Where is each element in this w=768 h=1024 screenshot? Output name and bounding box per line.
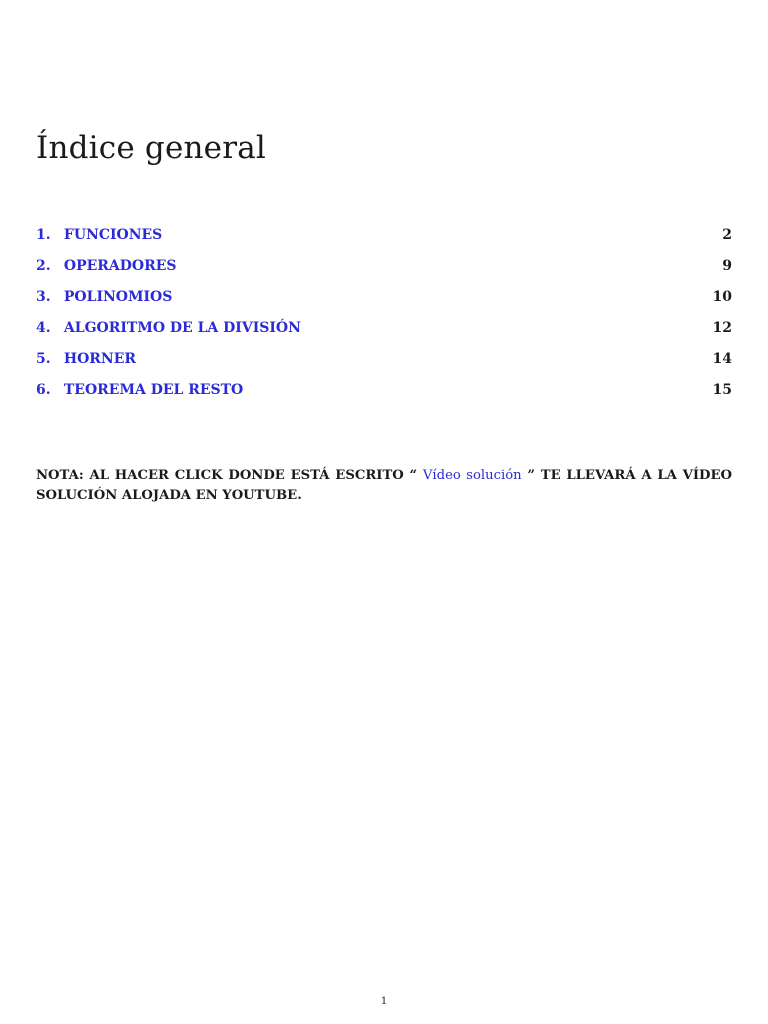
toc-item-number: 2. — [36, 258, 51, 274]
toc-item-label: ALGORITMO DE LA DIVISIÓN — [63, 320, 301, 336]
toc-item-number: 5. — [36, 351, 51, 367]
page-number: 1 — [380, 996, 388, 1007]
page-title: Índice general — [36, 130, 267, 166]
toc-item-funciones[interactable] — [36, 222, 732, 253]
toc-item-number: 4. — [36, 320, 51, 336]
toc-item-number: 1. — [36, 227, 51, 243]
toc-item-label: FUNCIONES — [63, 227, 163, 243]
toc-item-number: 6. — [36, 382, 51, 398]
toc-entry-link[interactable] — [36, 222, 162, 248]
toc-item-number: 3. — [36, 289, 51, 305]
toc-item-operadores[interactable] — [36, 253, 732, 284]
toc-entry-link[interactable] — [36, 253, 177, 279]
toc-item-page: 10 — [712, 289, 732, 305]
toc-item-polinomios[interactable] — [36, 284, 732, 315]
toc-item-page: 2 — [722, 227, 732, 243]
toc-entry-link[interactable] — [36, 346, 136, 372]
toc-item-label: POLINOMIOS — [63, 289, 173, 305]
toc-item-label: HORNER — [63, 351, 137, 367]
toc-item-label: OPERADORES — [63, 258, 177, 274]
toc-entry-link[interactable] — [36, 284, 172, 310]
youtube-note — [36, 466, 732, 506]
toc-item-horner[interactable] — [36, 346, 732, 377]
toc-item-label: TEOREMA DEL RESTO — [63, 382, 244, 398]
toc-entry-link[interactable] — [36, 315, 301, 341]
video-solution-link[interactable]: Vídeo solución — [422, 468, 522, 483]
toc-item-page: 14 — [712, 351, 732, 367]
toc-item-algoritmo-division[interactable] — [36, 315, 732, 346]
toc-item-teorema-resto[interactable] — [36, 377, 732, 408]
toc-item-page: 9 — [722, 258, 732, 274]
toc-entry-link[interactable] — [36, 377, 243, 403]
toc-item-page: 15 — [712, 382, 732, 398]
table-of-contents — [36, 222, 732, 408]
toc-item-page: 12 — [712, 320, 732, 336]
note-text-before: NOTA: AL HACER CLICK DONDE ESTÁ ESCRITO “ — [36, 468, 423, 483]
note-text-after: ” TE LLEVARÁ A LA VÍDEO SOLUCIÓN ALOJADA EN YOUTUBE. — [36, 468, 733, 503]
